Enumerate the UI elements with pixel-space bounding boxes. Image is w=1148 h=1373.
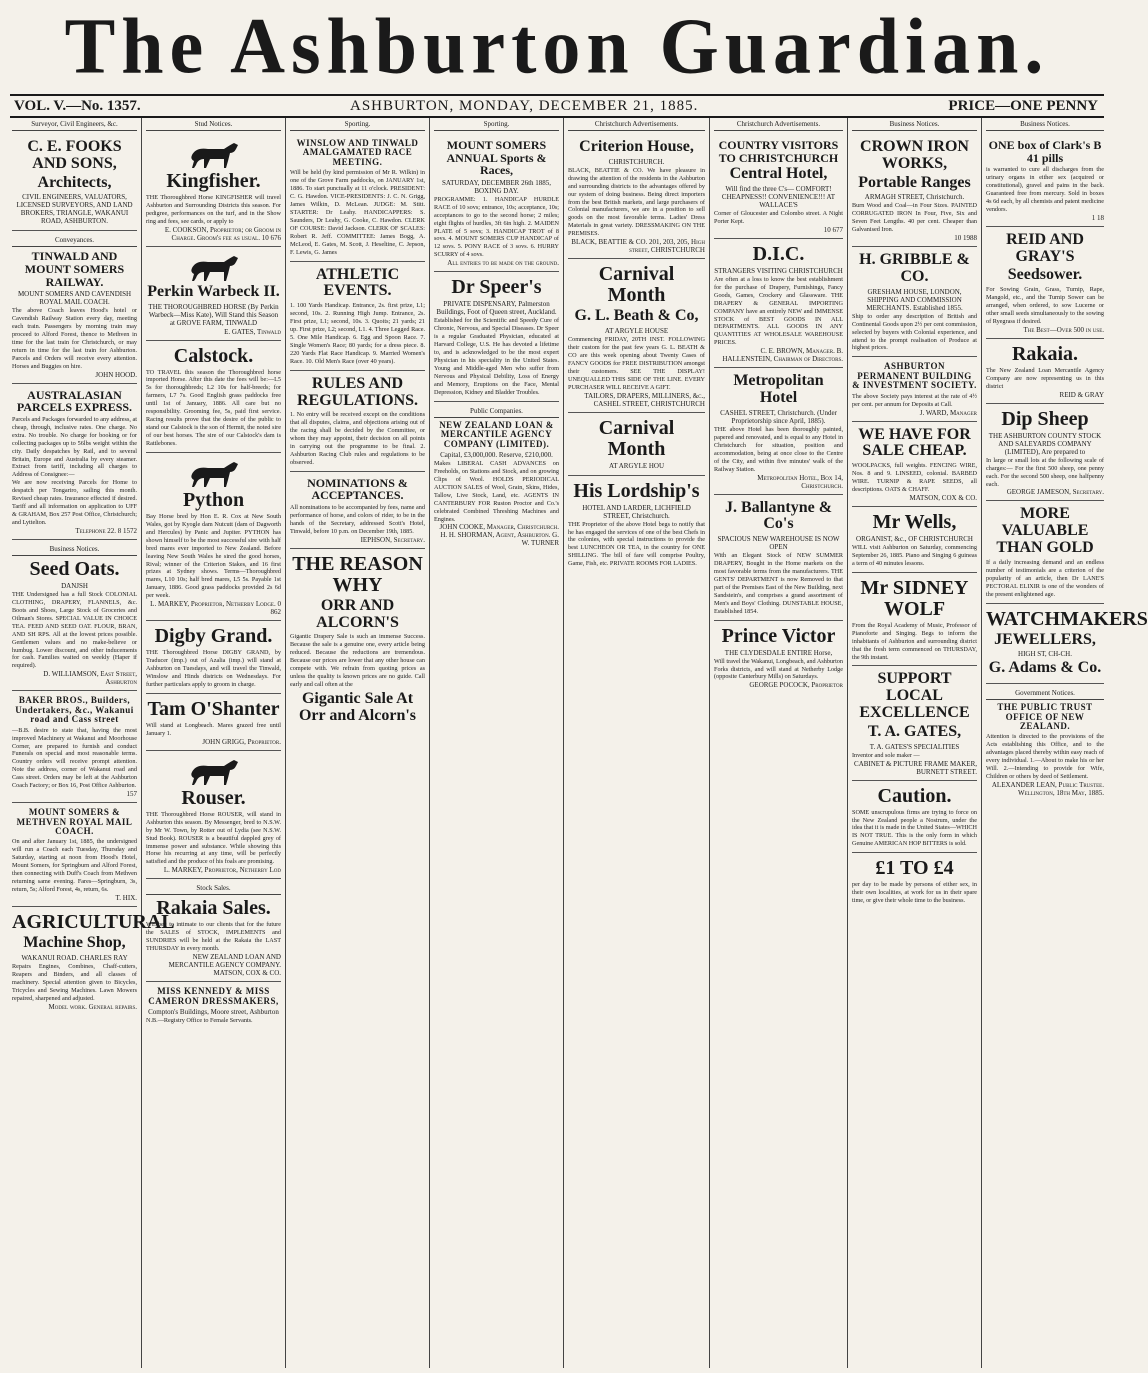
column-c1	[8, 118, 175, 1368]
column-header: Surveyor, Civil Engineers, &c.	[12, 118, 137, 131]
ad-body: In large or small lots at the following scale of charges:— For the first 500 sheep, one penny each. For the second 500 sheep, one halfpenny each.	[986, 456, 1104, 488]
ad-title: AGRICULTURAL	[12, 911, 175, 934]
advertisement	[852, 853, 977, 909]
advertisement	[568, 259, 705, 412]
ad-title: Seed Oats.	[29, 557, 120, 580]
ad-title: WE HAVE FOR SALE CHEAP.	[858, 425, 971, 460]
column-c3	[286, 118, 430, 1368]
ad-subtitle: HOTEL AND LARDER, LICHFIELD STREET, Christchurch.	[582, 503, 691, 520]
ad-signature: ALEXANDER LEAN, Public Trustee. Wellington, 18th May, 1885.	[991, 781, 1104, 798]
ad-body: The New Zealand Loan Mercantile Agency Company are now representing us in this district	[986, 366, 1104, 390]
advertisement	[568, 134, 705, 259]
ad-body: Repairs Engines, Combines, Chaff-cutters, Reapers and Binders, and all classes of machinery. Special attention given to Bicycles, Tricycles and Sewing Machines. Lawn Mowers repaired, sharpened and adjusted.	[12, 962, 137, 1002]
advertisement	[290, 262, 425, 371]
ad-title: CROWN IRON WORKS,	[860, 138, 969, 172]
ad-title: His Lordship's	[573, 479, 700, 502]
ad-signature: C. E. BROWN, Manager. B. HALLENSTEIN, Chairman of Directors.	[722, 347, 843, 364]
ad-signature: L. MARKEY, Proprietor, Netherby Lodge. 0 862	[150, 600, 281, 617]
advertisement	[290, 134, 425, 262]
ad-title: Mr Wells,	[872, 510, 957, 533]
ad-title: Prince Victor	[721, 624, 836, 647]
column-c2	[142, 118, 286, 1368]
ad-subtitle: Capital, £3,000,000. Reserve, £210,000.	[440, 450, 553, 459]
ad-body: 1. No entry will be received except on the conditions that all disputes, claims, and objections arising out of the racing shall be decided by the Committee, or whom they may appoint, their decision on all points in carrying out the programme to be final. 2. Ashburton Racing Club rules and regulations to be observed.	[290, 411, 425, 466]
ad-title: Dr Speer's	[451, 276, 542, 299]
column-header: Stud Notices.	[146, 118, 281, 131]
ad-title: C. E. FOOKS AND SONS,	[27, 138, 122, 172]
ad-title: AUSTRALASIAN PARCELS EXPRESS.	[16, 387, 133, 415]
ad-title: Kingfisher.	[166, 170, 261, 192]
ad-body: THE Undersigned has a full Stock COLONIAL CLOTHING, DRAPERY, FLANNELS, &c. Boots and Shoes, Large Stock of Groceries and Oilman's Stores. SPECIAL VALUE IN CHOICE TEA. FEED AND SEED OAT. FLOUR, BRAN, AND SH RPS. All at the lowest prices possible. Gentlemen values and no make-believe or humbug. Lower discount, and other inducements for cash. Families waited on weekly (Haper if required).	[12, 590, 137, 670]
ad-title-secondary: G. L. Beath & Co,	[574, 307, 699, 325]
ad-subtitle: SATURDAY, DECEMBER 26th 1885, BOXING DAY.	[441, 178, 552, 195]
ad-signature: GEORGE JAMESON, Secretary.	[1006, 488, 1104, 497]
advertisement	[12, 540, 137, 691]
ad-subtitle: HIGH ST, CH-CH.	[1018, 650, 1072, 659]
column-c7	[848, 118, 982, 1368]
horse-icon	[184, 458, 244, 488]
ad-title: Carnival Month	[598, 263, 675, 307]
column-c6	[710, 118, 848, 1368]
advertisement	[434, 272, 559, 401]
advertisement	[852, 573, 977, 667]
ad-body: Ship to order any description of British and Continental Goods upon 2½ per cent commission, selected by buyers with Colonial experience, and attend to the prompt realisation of Produce at highest prices.	[852, 312, 977, 352]
ad-subtitle: CHRISTCHURCH.	[608, 157, 665, 166]
ad-body: Inventor and sole maker —	[852, 751, 920, 759]
ad-title: NEW ZEALAND LOAN & MERCANTILE AGENCY COMPANY (LIMITED).	[439, 419, 554, 449]
ad-title-secondary: JEWELLERS,	[994, 630, 1096, 648]
advertisement	[852, 422, 977, 507]
ad-body: 1. 100 Yards Handicap. Entrance, 2s. first prize, L1; second, 10s. 2. Running High Jump. Entrance, 2s. First prize, L1; second, 10s. 3. Quoits; 21 yards; 21 up. First prize, L2; second, L1. 4. Three Legged Race. 5. One Mile Handicap. 6. Egg and Spoon Race. 7. Single Women's Race; 80 yards; for a dress piece. 8. 220 Yards Flat Race Handicap. 9. Married Women's Race. 10. Old Men's Race (over 40 years).	[290, 302, 425, 365]
ad-subtitle: T. A. GATES'S SPECIALITIES	[869, 742, 960, 751]
ad-title: SUPPORT LOCAL EXCELLENCE	[859, 670, 970, 722]
advertisement	[146, 621, 281, 694]
ad-signature: 157	[126, 790, 137, 799]
column-header: Sporting.	[434, 118, 559, 131]
ad-body: Will stand at Longbeach. Mares grazed free until January 1.	[146, 721, 281, 737]
advertisement	[290, 371, 425, 472]
ad-body: Corner of Gloucester and Colombo street. A Night Porter Kept.	[714, 209, 843, 225]
ad-body: THE Thoroughbred Horse ROUSER, will stand in Ashburton this season. By Messenger, bred to N.S.W. by Mr W. Town, by Rotter out of Lydia (see N.S.W. Stud Book). ROUSER is a beautiful dappled grey of immense power and substance. While showing this Horse his recurring at any time, will be perfectly satisfied and the produce of his foals are promising.	[146, 810, 281, 866]
ad-title: Mr SIDNEY WOLF	[860, 576, 969, 620]
advertisement	[146, 341, 281, 453]
ad-title: Calstock.	[173, 344, 254, 367]
ad-title-secondary: Portable Ranges	[858, 173, 971, 191]
advertisement	[146, 694, 281, 751]
ad-body: Are often at a loss to know the best establishment for the purchase of Drapery, Furnishings, Fancy Goods, Games, Crockery and Glassware. THE DRAPERY & GENERAL IMPORTING COMPANY have an entirely NEW and IMMENSE STOCK of BEST GOODS IN ALL DEPARTMENTS. ALL GOODS IN ANY QUANTITIES AT WHOLESALE WAREHOUSE PRICES.	[714, 275, 843, 347]
column-c8	[982, 118, 1148, 1368]
ad-signature: JOHN GRIGG, Proprietor.	[202, 737, 281, 746]
advertisement	[986, 339, 1104, 404]
ad-signature: BLACK, BEATTIE & CO. 201, 203, 205, High street, CHRISTCHURCH	[571, 238, 705, 255]
issue-date: ASHBURTON, MONDAY, DECEMBER 21, 1885.	[350, 98, 699, 114]
ad-body: From the Royal Academy of Music, Professor of Pianoforte and Singing. Begs to inform the inhabitants of Ashburton and surrounding district that the fresh term commenced on THURSDAY, the 9th instant.	[852, 621, 977, 661]
column-header: Christchurch Advertisements.	[714, 118, 843, 131]
section-header: Conveyances.	[12, 234, 137, 247]
ad-title: Metropolitan Hotel	[733, 372, 824, 407]
advertisement	[434, 402, 559, 552]
ad-signature: 10 1988	[954, 234, 977, 243]
ad-title: TINWALD AND MOUNT SOMERS RAILWAY.	[24, 249, 125, 289]
ad-subtitle: CASHEL STREET, Christchurch. (Under Proprietorship since April, 1885).	[720, 408, 837, 425]
advertisement	[12, 134, 137, 231]
advertisement	[986, 604, 1148, 685]
ad-subtitle: CIVIL ENGINEERS, VALUATORS, LICENSED SURVEYORS, AND LAND BROKERS, TRIANGLE, WAKANUI ROAD, ASHBURTON.	[16, 193, 133, 226]
advertisement	[852, 134, 977, 247]
ad-body: THE Thoroughbred Horse DIGBY GRAND, by Traducer (imp.) out of Azalia (imp.) will stand at Ashburton on Tuesdays, and will travel the Tinwald, Winslow and Hinds districts on Wednesdays. For further particulars apply to groom in charge.	[146, 649, 281, 688]
masthead-title: The Ashburton Guardian.	[64, 1, 1050, 91]
ad-title: THE REASON WHY	[292, 552, 423, 596]
ad-subtitle: Will find the three C's— COMFORT! CHEAPNESS!! CONVENIENCE!!! AT WALLACE'S	[721, 184, 836, 209]
ad-body: If a daily increasing demand and an endless number of testimonials are a criterion of the popularity of an article, then Dr LANE'S PECTORAL ELIXIR is one of the wonders of the present enlightened age.	[986, 558, 1104, 598]
issue-info-bar	[10, 94, 1104, 118]
advertisement	[852, 357, 977, 421]
ad-title-secondary: Seedsower.	[1007, 266, 1083, 284]
ad-subtitle: ORGANIST, &c., OF CHRISTCHURCH	[856, 534, 973, 543]
section-header: Business Notices.	[12, 543, 137, 556]
ad-body: THE Proprietor of the above Hotel begs to notify that he has engaged the services of one of the best Chefs in the colonies, with special instructions to provide the best LUNCHEON OR TEA, in the country for ONE SHILLING. The bill of fare will comprise Poultry, Game, Fish, etc. PRIVATE ROOMS FOR LADIES.	[568, 520, 705, 568]
column-c4	[430, 118, 564, 1368]
ad-signature: IEPHSON, Secretary.	[360, 535, 425, 544]
ad-title: BAKER BROS., Builders, Undertakers, &c., Wakanui road and Cass street	[15, 695, 134, 725]
ad-title: Rouser.	[181, 786, 246, 809]
ad-title: ONE box of Clark's B 41 pills	[988, 138, 1102, 165]
section-header: Government Notices.	[986, 687, 1104, 700]
advertisement	[986, 404, 1104, 502]
ad-subtitle: AT ARGYLE HOUSE	[604, 327, 669, 336]
volume-number: VOL. V.—No. 1357.	[14, 98, 141, 114]
advertisement	[290, 549, 425, 731]
ad-title: REID AND GRAY'S	[1006, 230, 1084, 265]
advertisement	[146, 247, 281, 341]
ad-signature: CABINET & PICTURE FRAME MAKER, BURNETT STREET.	[854, 759, 977, 776]
advertisement	[12, 384, 137, 540]
ad-signature: The Best—Over 500 in use.	[1023, 325, 1104, 334]
ad-title: Rakaia.	[1011, 342, 1079, 365]
ad-signature: L. MARKEY, Proprietor, Netherby Lod	[163, 866, 281, 875]
ad-title: ASHBURTON PERMANENT BUILDING & INVESTMENT SOCIETY.	[852, 361, 977, 391]
advertisement	[12, 803, 137, 907]
ad-signature: REID & GRAY	[1059, 390, 1104, 399]
ad-title: Dip Sheep	[1001, 407, 1089, 430]
ad-footnote: We are now receiving Parcels for Home to despatch per Tongariro, sailing this month. Revised cheap rates. Insurance effected if desired. Tariff and all information on application to UFF & GRAHAM, Box 257 Post Office, Christchurch; and Lyttelton.	[12, 479, 137, 527]
column-c5	[564, 118, 710, 1368]
ad-title: RULES AND REGULATIONS.	[296, 374, 419, 409]
ad-title: Python	[182, 488, 245, 511]
ad-signature: All entries to be made on the ground.	[447, 259, 559, 268]
ad-subtitle: GRESHAM HOUSE, LONDON, SHIPPING AND COMMISSION MERCHANTS. Established 1855.	[866, 287, 963, 312]
ad-signature: T. HIX.	[115, 894, 137, 903]
ad-signature: J. WARD, Manager	[919, 408, 977, 417]
ad-body: Commencing FRIDAY, 20TH INST. FOLLOWING their custom for the past few years G. L. BEATH & CO are this week opening about Twenty Cases of FANCY GOODS for FREE DISTRIBUTION amongst their customers. SEE THE DISPLAY! UNEQUALLED THIS SIDE OF THE LINE. EVERY PURCHASER WILL RECEIVE A GIFT.	[568, 336, 705, 391]
advertisement	[146, 453, 281, 621]
advertisement	[714, 368, 843, 494]
ad-signature: 1 18	[1091, 213, 1104, 222]
ad-title-tertiary: Gigantic Sale At Orr and Alcorn's	[298, 689, 417, 724]
ad-title: WINSLOW AND TINWALD AMALGAMATED RACE MEETING.	[296, 138, 419, 167]
ad-body: TO TRAVEL this season the Thoroughbred horse imported Horse. After this date the fees will be:—L5 5s for thoroughbreds; L2 10s for half-breeds; for farmers, L7 7s. Good English grass paddocks free until 1st of January, 1886. All care but no responsibility. Grooming fee, 5s, paid first service. Racing results prove that the desire of the public to stand our Calstock is the son of Hermit, the noted sire of our best horses. The sire of our Calstock's dam is Rattlebones.	[146, 368, 281, 447]
ad-title: MOUNT SOMERS & METHVEN ROYAL MAIL COACH.	[16, 807, 133, 837]
ad-body: The above Coach leaves Hood's hotel or Cavendish Railway Station every day, meeting each train. Passengers by morning train may proceed to Alford Forest, thence to Methven in time for the last train for Christchurch, or may return in time for the last train for Ashburton. Parcels and Orders will receive every attention. Horses and Buggies on hire.	[12, 307, 137, 370]
section-header: Stock Sales.	[146, 882, 281, 895]
column-header: Christchurch Advertisements.	[568, 118, 705, 131]
ad-body: With an Elegant Stock of NEW SUMMER DRAPERY, Bought in the Home markets on the most favorable terms from the manufacturers. THE GENTS' DEPARTMENT is now Removed to that part of the Premises East of the New Building, next Sandstein's, and comprises a grand assortment of Men's and Boys' Clothing. DUNSTABLE HOUSE, Established 1854.	[714, 552, 843, 615]
ad-body: WE beg to intimate to our clients that for the future the SALES of STOCK, IMPLEMENTS and SUNDRIES will be held at the Rakaia the LAST THURSDAY in every month.	[146, 921, 281, 953]
ad-subtitle: ARMAGH STREET, Christchurch.	[864, 193, 965, 202]
ad-signature: TAILORS, DRAPERS, MILLINERS, &c., CASHEL STREET, CHRISTCHURCH	[584, 391, 705, 408]
section-header: Public Companies.	[434, 405, 559, 418]
ad-subtitle: SPACIOUS NEW WAREHOUSE IS NOW OPEN	[717, 535, 840, 552]
advertisement	[714, 239, 843, 368]
ad-signature: NEW ZEALAND LOAN AND MERCANTILE AGENCY COMPANY. MATSON, COX & CO.	[168, 953, 281, 978]
ad-subtitle: WAKANUI ROAD. CHARLES RAY	[21, 953, 128, 962]
advertisement	[986, 684, 1104, 801]
horse-icon	[184, 756, 244, 786]
ad-body: BLACK, BEATTIE & CO. We have pleasure in drawing the attention of the residents in the Ashburton and surrounding districts to the advantages offered by our system of doing business. Being direct importers from the best British markets, and large purchasers of Colonial manufacturers, we are in a position to sell goods on the most favorable terms. Ladies' Dress Materials in great variety. DRESSMAKING ON THE PREMISES.	[568, 166, 705, 238]
ad-body: THE Thoroughbred Horse KINGFISHER will travel Ashburton and Surrounding Districts this season. For pedigree, performances on the turf, and in the Show ring and fees, see cards, or apply to	[146, 194, 281, 225]
ad-title: Tam O'Shanter	[147, 697, 280, 720]
ad-signature: E. COOKSON, Proprietor; or Groom in Charge. Groom's fee as usual. 10 676	[164, 225, 281, 242]
masthead	[0, 0, 1114, 92]
ad-signature: JOHN COOKE, Manager, Christchurch. H. H. SHORMAN, Agent, Ashburton. G. W. TURNER	[439, 523, 559, 548]
ad-title: MOUNT SOMERS ANNUAL Sports & Races,	[446, 138, 547, 178]
ad-title: Criterion House,	[579, 138, 694, 155]
ad-body: Makes LIBERAL CASH ADVANCES on Freeholds, on Stations and Stock, and on growing Clips of Wool. HOLDS PERIODICAL AUCTION SALES of Wool, Grain, Skins, Hides, Tallow, Live Stock, Land, etc. AGENTS IN CANTERBURY FOR Ruston Proctor and Co.'s celebrated Combined Threshing Machines and Engines.	[434, 459, 559, 523]
advertisement	[986, 227, 1104, 339]
ad-title: THE PUBLIC TRUST OFFICE OF NEW ZEALAND.	[997, 702, 1093, 731]
ad-body: THE above Hotel has been thoroughly painted, papered and renovated, and is equal to any Hotel in Christchurch for situation, position and accommodation, being at once close to the Centre of the City, and within five minutes' walk of the Railway Station.	[714, 425, 843, 473]
ad-subtitle: THE THOROUGHBRED HORSE (By Perkin Warbeck—Miss Kate), Will Stand this Season at GROVE FARM, TINWALD	[148, 302, 279, 327]
ad-subtitle: THE CLYDESDALE ENTIRE Horse,	[724, 648, 833, 657]
ad-body: Attention is directed to the provisions of the Acts establishing this Office, and to the advantages placed thereby within easy reach of every individual. 1.—About to make his or her Will. 2.—Intending to provide for Wife, Children or others by deed of Settlement.	[986, 733, 1104, 781]
ad-signature: GEORGE POCOCK, Proprietor	[749, 681, 843, 690]
ad-body: Established for the Scientific and Speedy Cure of Chronic, Nervous, and Special Diseases. Dr Speer is a regular Graduated Physician, educated at Harvard College, U.S. He has devoted a lifetime to, and is acknowledged to be the most expert Physician in his speciality in the United States. Young and Middle-aged Men who suffer from Nervous and Physical Debility, Loss of Energy and Memory, Eruptions on the Face, Mental Depression, Kidney and Bladder Troubles.	[434, 317, 559, 396]
ad-title: £1 TO £4	[875, 857, 954, 880]
column-header: Business Notices.	[852, 118, 977, 131]
ad-body: Parcels and Packages forwarded to any address, at cheap, through, inclusive rates. One charge. No extra. No trouble. No charge for booking or for collecting packages up to 56lbs weight within the city. Daily despatches by Rail, and to several Britain, Europe and Australia by every steamer. Extract from tariff, including all charges to Address of Consignee:—	[12, 415, 137, 479]
advertisement	[12, 907, 175, 1014]
ad-body: Burn Wood and Coal—in Four Sizes. PAINTED CORRUGATED IRON In Four, Five, Six and Seven Feet Lengths. 40 per cent. Cheaper than Galvanised Iron.	[852, 202, 977, 234]
ad-title: Caution.	[877, 784, 952, 807]
column-header: Business Notices.	[986, 118, 1104, 131]
advertisement	[986, 501, 1104, 603]
ad-subtitle: AT ARGYLE HOU	[608, 461, 665, 470]
ad-body: is warranted to cure all discharges from the urinary organs in either sex (acquired or constitutional), gravel and pains in the back. Guaranteed free from mercury. Sold in boxes 4s 6d each, by all chemists and patent medicine vendors.	[986, 166, 1104, 213]
advertisement	[12, 691, 137, 803]
ad-title-secondary: Machine Shop,	[23, 934, 126, 952]
ad-title: COUNTRY VISITORS TO CHRISTCHURCH	[718, 138, 839, 165]
ad-title: Carnival Month	[598, 416, 675, 460]
advertisement	[714, 495, 843, 621]
advertisement	[714, 134, 843, 239]
ad-subtitle: DANJSH	[61, 581, 88, 590]
advertisement	[434, 134, 559, 272]
ad-title: Digby Grand.	[154, 625, 273, 648]
ad-body: Bay Horse bred by Hon E. R. Cox at New South Wales, got by Kyogle dam Nutcutt (dam of Dagworth and Hercules) by Panic and Jupiter. PYTHON has shown himself to be the most successful sire with half bred mares ever imported to New Zealand. Before leaving New South Wales he sired the good horses, Rival; winner of the Criterion Stakes, and 16 first prizes at Sydney shows. Terms—Thoroughbred mares, L10 10s; half bred mares, L5 5s. Payable 1st January, 1886. Good grass paddocks provided 2s 6d per week.	[146, 512, 281, 600]
horse-icon	[184, 252, 244, 282]
advertisement	[290, 472, 425, 549]
ad-body: The above Society pays interest at the rate of 4½ per cent. per annum for Deposits at Call.	[852, 392, 977, 408]
ad-title-secondary: Central Hotel,	[729, 165, 828, 183]
advertisement	[714, 621, 843, 694]
advertisement	[146, 982, 281, 1029]
ad-title-secondary: ORR AND ALCORN'S	[316, 596, 399, 631]
ad-title: ATHLETIC EVENTS.	[315, 265, 400, 300]
ad-signature: Telephone 22. 8 1572	[75, 526, 137, 535]
ad-signature: Metropolitan Hotel, Box 14, Christchurch.	[757, 473, 843, 490]
ad-title: Perkin Warbeck II.	[147, 282, 280, 300]
ad-signature: D. WILLIAMSON, East Street, Ashburton	[43, 670, 137, 687]
ad-signature: Model work. General repairs.	[48, 1002, 137, 1011]
advertisement	[146, 879, 281, 982]
ad-body: Will be held (by kind permission of Mr R. Wilkin) in one of the Grove Farm paddocks, on JANUARY 1st, 1886. To start punctually at 11 o'clock. PRESIDENT: C. G. Hawdon. VICE-PRESIDENTS: J. C. N. Grigg, James Wilkin, D. McLean. JUDGE: M. Stitt. STARTER: Dr Leahy. HANDICAPPERS: S. Saunders, Dr Leahy, G. Cooke, C. Hawdon. CLERK OF COURSE: David Jackson. CLERK OF SCALES: Robert R. Jeff. COMMITTEE: James Bogg, A. McLeod, E. Gates, M. Scott, J. Heseltine, C. Jepson, F. Lewis, G. James	[290, 169, 425, 256]
ad-title: MISS KENNEDY & MISS CAMERON DRESSMAKERS,	[148, 986, 279, 1006]
ad-title: NOMINATIONS & ACCEPTANCES.	[307, 475, 408, 503]
advertisement	[146, 751, 281, 880]
ad-body: —B.B. desire to state that, having the most improved Machinery at Wakanui and Moorhouse Corner, are prepared to furnish and conduct Funerals on special and most reasonable terms. Country orders will receive prompt attention. Note the address, corner of Wakanui road and Cass street. Orders may be left at the Ashburton Coach Factory; or Box 16, Post Office Ashburton.	[12, 726, 137, 790]
advertisement	[986, 134, 1104, 227]
ad-body: N.B.—Registry Office to Female Servants.	[146, 1016, 253, 1024]
ad-signature: MATSON, COX & CO.	[909, 493, 977, 502]
ad-body: On and after January 1st, 1885, the undersigned will run a Coach each Tuesday, Thursday and Saturday, starting at noon from Hood's Hotel, Mount Somers, for Springburn and Alford Forest, then connecting with Duff's Coach from Methven returning same evening. Fares—Springburn, 3s, return, 5s; Alford Forest, 4s, return, 6s.	[12, 838, 137, 894]
column-header: Sporting.	[290, 118, 425, 131]
advertisement	[852, 781, 977, 854]
advertisement	[852, 247, 977, 357]
horse-icon	[184, 139, 244, 169]
ad-title: MORE VALUABLE THAN GOLD	[996, 505, 1094, 557]
ad-title: D.I.C.	[752, 242, 805, 265]
ad-subtitle: STRANGERS VISITING CHRISTCHURCH	[714, 266, 843, 275]
ad-title: Rakaia Sales.	[156, 897, 271, 920]
advertisement	[568, 476, 705, 573]
ad-subtitle: MOUNT SOMERS AND CAVENDISH ROYAL MAIL COACH.	[17, 290, 132, 307]
ad-body: For Sowing Grain, Grass, Turnip, Rape, Mangold, etc., and the Turnip Sower can be arranged, when ordered, to sow Lucerne or other small seeds simultaneously to the sowing of Ryegrass if desired.	[986, 286, 1104, 325]
advertisement	[852, 666, 977, 780]
ad-title: WATCHMAKERS	[986, 607, 1148, 630]
ad-subtitle: Compton's Buildings, Moore street, Ashburton	[148, 1007, 279, 1016]
issue-price: PRICE—ONE PENNY	[948, 98, 1098, 114]
ad-subtitle: THE ASHBURTON COUNTY STOCK AND SALEYARDS COMPANY (LIMITED), Are prepared to	[988, 431, 1102, 456]
advertisement	[852, 507, 977, 573]
ad-body: Gigantic Drapery Sale is such an immense Success. Because the sale is a genuine one, every article being reduced. Because the reductions are tremendous. Because our prices are lower that any other house can compete with. We refrain from quoting prices as unless the quality is known prices are no guide. Call early and call often at the	[290, 633, 425, 689]
ad-subtitle: PRIVATE DISPENSARY, Palmerston Buildings, Foot of Queen street, Auckland.	[436, 300, 557, 317]
ad-title-secondary: T. A. GATES,	[867, 722, 962, 740]
ad-title-tertiary: G. Adams & Co.	[988, 659, 1102, 677]
ad-body: SOME unscrupulous firms are trying to force on the New Zealand people a Nostrum, under the idea that it is made in the United States—WHICH IS NOT TRUE. This is the only form in which Genuine AMERICAN HOP BITTERS is sold.	[852, 808, 977, 848]
ad-body: WOOLPACKS, full weights. FENCING WIRE, Nos. 8 and 9. LINSEED, colonial. BARBED WIRE. TURNIP & RAPE SEEDS, all descriptions. OATS & CHAFF.	[852, 462, 977, 494]
advertisement	[146, 134, 281, 247]
ad-title: J. Ballantyne & Co's	[724, 498, 833, 533]
ad-title-secondary: Architects,	[37, 173, 112, 191]
ad-signature: 10 677	[823, 225, 843, 234]
ad-body: All nominations to be accompanied by fees, name and performance of horse, and colors of rider, to be in the hands of the Secretary, addressed Scott's Hotel, Tinwald, before 10 p.m. on December 19th, 1885.	[290, 504, 425, 535]
ad-body: WILL visit Ashburton on Saturday, commencing September 26, 1885. Piano and Singing 6 guineas a term of 40 minutes lessons.	[852, 543, 977, 567]
ad-body: PROGRAMME: 1. HANDICAP HURDLE RACE of 10 sovs; entrance, 10s; acceptance, 10s; acceptances to go to the second horse; 2 miles; eight flights of hurdles, 3ft 6in high. 2. MAIDEN PLATE of 5 sovs; 3. HANDICAP TROT of 8 sovs. 4. MOUNT SOMERS CUP HANDICAP of 12 sovs. 5. PONY RACE of 3 sovs. 6. HURRY SCURRY of 4 sovs.	[434, 195, 559, 259]
ad-signature: E. GATES, Tinwald	[224, 327, 281, 336]
advertisement	[568, 413, 705, 476]
ad-signature: JOHN HOOD.	[95, 370, 137, 379]
ad-title: H. GRIBBLE & CO.	[859, 251, 970, 285]
advertisement	[12, 231, 137, 383]
ad-body: per day to be made by persons of either sex, in their own localities, at work for us in their spare time, or give their whole time to the business.	[852, 881, 977, 905]
ad-body: Will travel the Wakanui, Longbeach, and Ashburton Forks districts, and will stand at Netherby Lodge (opposite Canterbury Mills) on Saturdays.	[714, 657, 843, 681]
